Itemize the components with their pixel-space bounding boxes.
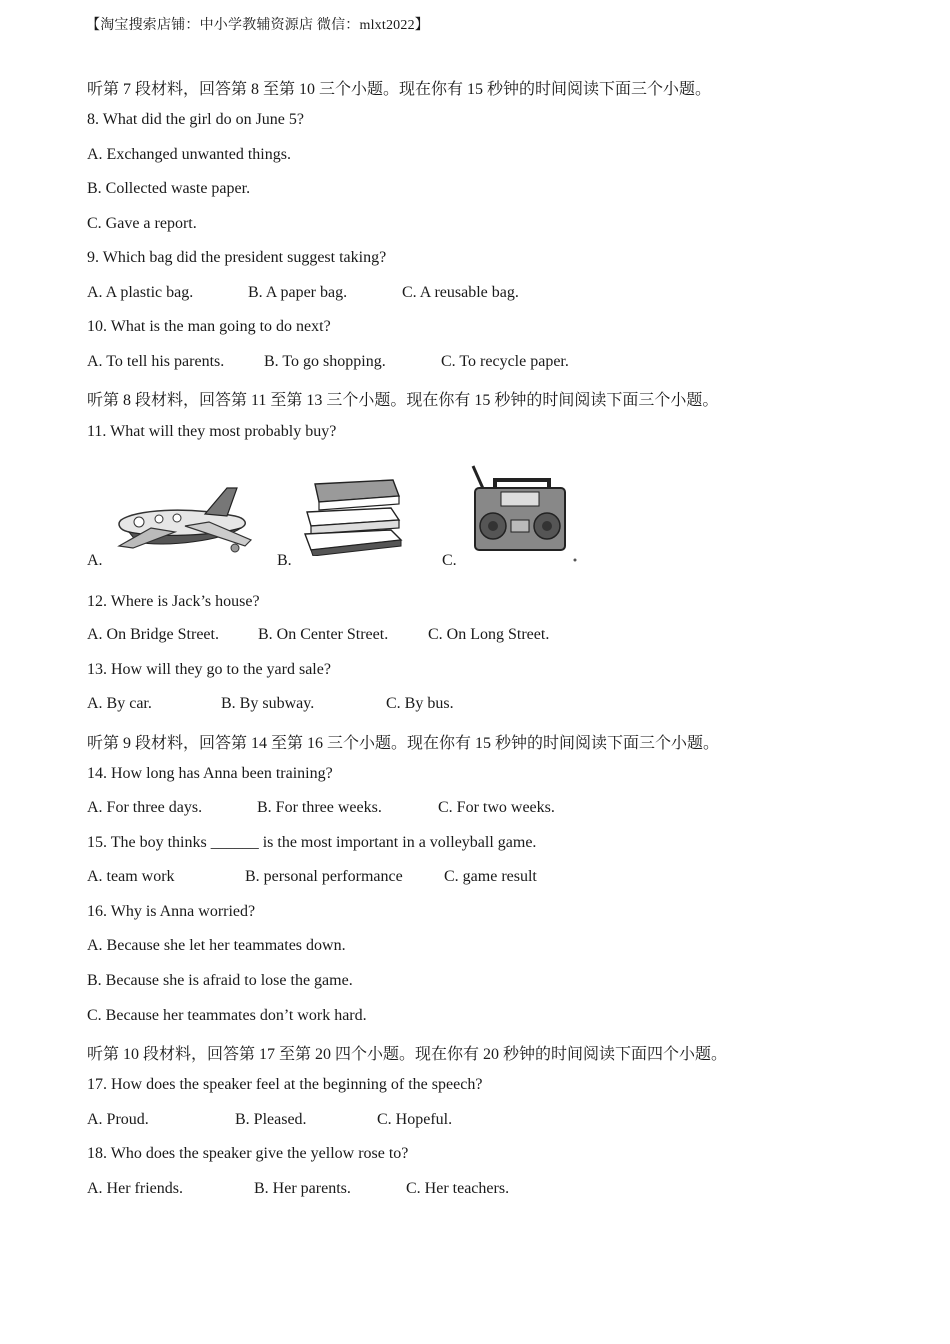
- question-15: 15. The boy thinks ______ is the most important in a volleyball game.: [87, 834, 537, 851]
- q9-option-a: A. A plastic bag.: [87, 284, 194, 301]
- q12-option-c: C. On Long Street.: [428, 626, 550, 643]
- books-image: [301, 474, 405, 556]
- q11-option-b: B.: [277, 552, 292, 569]
- q18-option-b: B. Her parents.: [254, 1180, 351, 1197]
- q14-option-b: B. For three weeks.: [257, 799, 382, 816]
- q14-options: [87, 799, 555, 817]
- section-9-instruction: 听第 9 段材料，回答第 14 至第 16 三个小题。现在你有 15 秒钟的时间阅读下面三个小题。: [87, 735, 720, 752]
- q9-option-c: C. A reusable bag.: [402, 284, 519, 301]
- airplane-image: [115, 476, 255, 556]
- question-14: 14. How long has Anna been training?: [87, 765, 333, 782]
- q11-option-a: A.: [87, 552, 103, 569]
- q17-option-b: B. Pleased.: [235, 1111, 307, 1128]
- q15-options: [87, 868, 537, 886]
- shop-header: 【淘宝搜索店铺：中小学教辅资源店 微信：mlxt2022】: [86, 18, 429, 33]
- question-11: 11. What will they most probably buy?: [87, 423, 337, 440]
- q8-option-c: C. Gave a report.: [87, 215, 197, 232]
- q14-option-a: A. For three days.: [87, 799, 203, 816]
- q11-image-options: [87, 462, 607, 578]
- q8-option-a: A. Exchanged unwanted things.: [87, 146, 291, 163]
- q13-options: [87, 695, 454, 713]
- q15-option-b: B. personal performance: [245, 868, 403, 885]
- q13-option-b: B. By subway.: [221, 695, 315, 712]
- q10-option-a: A. To tell his parents.: [87, 353, 225, 370]
- question-18: 18. Who does the speaker give the yellow rose to?: [87, 1145, 409, 1162]
- q13-option-a: A. By car.: [87, 695, 152, 712]
- q13-option-c: C. By bus.: [386, 695, 454, 712]
- q18-options: [87, 1180, 509, 1198]
- q9-options: [87, 284, 519, 302]
- q17-option-a: A. Proud.: [87, 1111, 149, 1128]
- q15-option-a: A. team work: [87, 868, 175, 885]
- q12-option-b: B. On Center Street.: [258, 626, 389, 643]
- q16-option-c: C. Because her teammates don’t work hard.: [87, 1007, 367, 1024]
- q17-options: [87, 1111, 452, 1129]
- q9-option-b: B. A paper bag.: [248, 284, 348, 301]
- q12-options: [87, 626, 549, 644]
- section-7-instruction: 听第 7 段材料，回答第 8 至第 10 三个小题。现在你有 15 秒钟的时间阅读下面三个小题。: [87, 81, 712, 98]
- question-10: 10. What is the man going to do next?: [87, 318, 331, 335]
- question-8: 8. What did the girl do on June 5?: [87, 111, 304, 128]
- q16-option-b: B. Because she is afraid to lose the game.: [87, 972, 353, 989]
- q17-option-c: C. Hopeful.: [377, 1111, 453, 1128]
- section-10-instruction: 听第 10 段材料，回答第 17 至第 20 四个小题。现在你有 20 秒钟的时间阅读下面四个小题。: [87, 1046, 728, 1063]
- question-17: 17. How does the speaker feel at the beginning of the speech?: [87, 1076, 483, 1093]
- q10-option-b: B. To go shopping.: [264, 353, 386, 370]
- section-8-instruction: 听第 8 段材料，回答第 11 至第 13 三个小题。现在你有 15 秒钟的时间阅读下面三个小题。: [87, 392, 719, 409]
- q10-option-c: C. To recycle paper.: [441, 353, 569, 370]
- q16-option-a: A. Because she let her teammates down.: [87, 937, 346, 954]
- q18-option-c: C. Her teachers.: [406, 1180, 510, 1197]
- q14-option-c: C. For two weeks.: [438, 799, 555, 816]
- q11-option-c: C.: [442, 552, 457, 569]
- radio-image: [467, 462, 582, 562]
- q12-option-a: A. On Bridge Street.: [87, 626, 219, 643]
- question-9: 9. Which bag did the president suggest taking?: [87, 249, 387, 266]
- q10-options: [87, 353, 569, 371]
- question-16: 16. Why is Anna worried?: [87, 903, 256, 920]
- question-13: 13. How will they go to the yard sale?: [87, 661, 331, 678]
- q18-option-a: A. Her friends.: [87, 1180, 183, 1197]
- q8-option-b: B. Collected waste paper.: [87, 180, 251, 197]
- question-12: 12. Where is Jack’s house?: [87, 593, 260, 610]
- q15-option-c: C. game result: [444, 868, 537, 885]
